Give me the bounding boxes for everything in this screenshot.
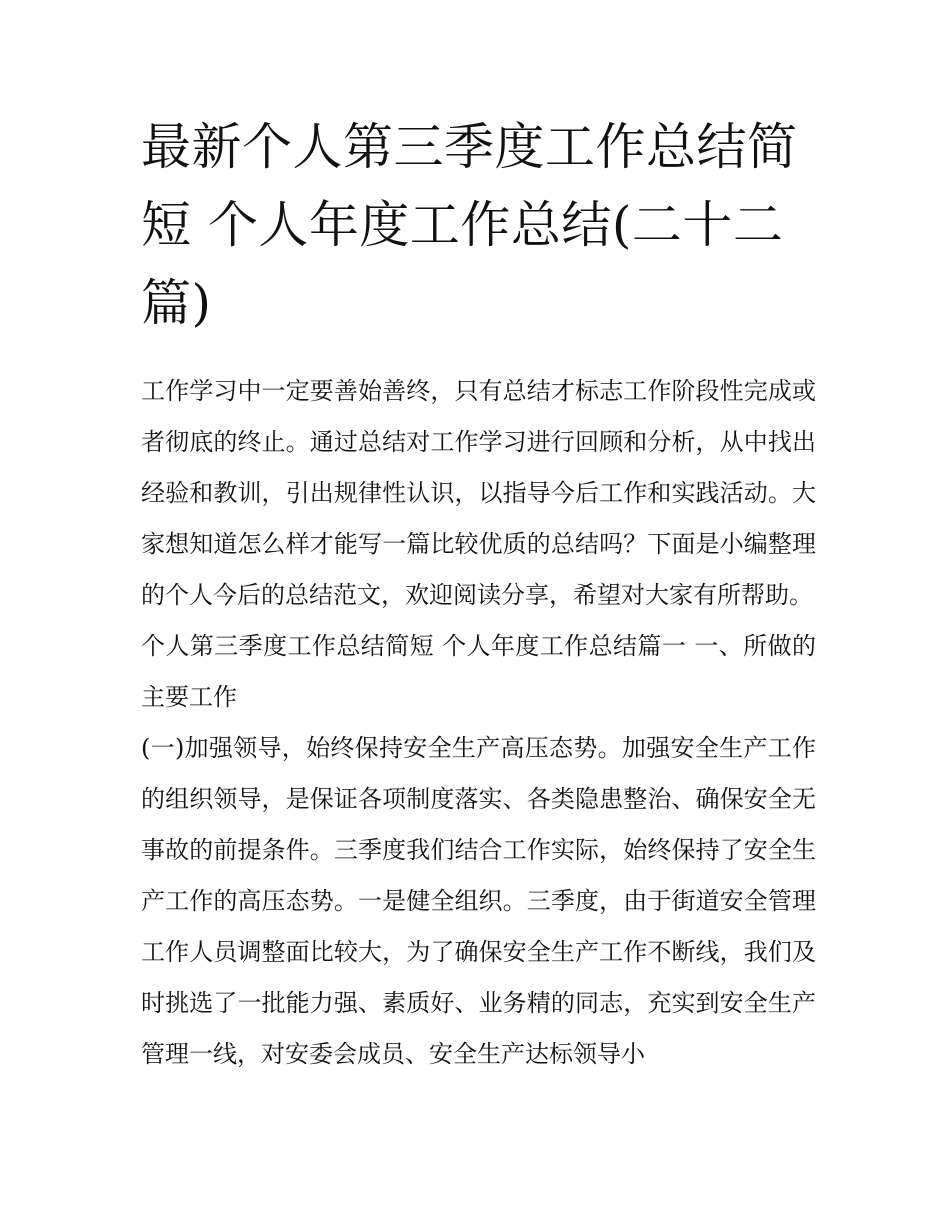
document-body <box>141 108 816 1080</box>
body-paragraph: (一)加强领导，始终保持安全生产高压态势。加强安全生产工作的组织领导，是保证各项制度落实、各类隐患整治、确保安全无事故的前提条件。三季度我们结合工作实际，始终保持了安全生产工作的高压态势。一是健全组织。三季度，由于街道安全管理工作人员调整面比较大，为了确保安全生产工作不断线，我们及时挑选了一批能力强、素质好、业务精的同志，充实到安全生产管理一线，对安委会成员、安全生产达标领导小 <box>141 734 816 1068</box>
document-title: 最新个人第三季度工作总结简短 个人年度工作总结(二十二篇) <box>141 118 798 332</box>
section-heading-paragraph: 个人第三季度工作总结简短 个人年度工作总结篇一 一、所做的主要工作 <box>141 632 816 711</box>
intro-paragraph: 工作学习中一定要善始善终，只有总结才标志工作阶段性完成或者彻底的终止。通过总结对工作学习进行回顾和分析，从中找出经验和教训，引出规律性认识，以指导今后工作和实践活动。大家想知道怎么样才能写一篇比较优质的总结吗？下面是小编整理的个人今后的总结范文，欢迎阅读分享，希望对大家有所帮助。 <box>141 377 816 609</box>
